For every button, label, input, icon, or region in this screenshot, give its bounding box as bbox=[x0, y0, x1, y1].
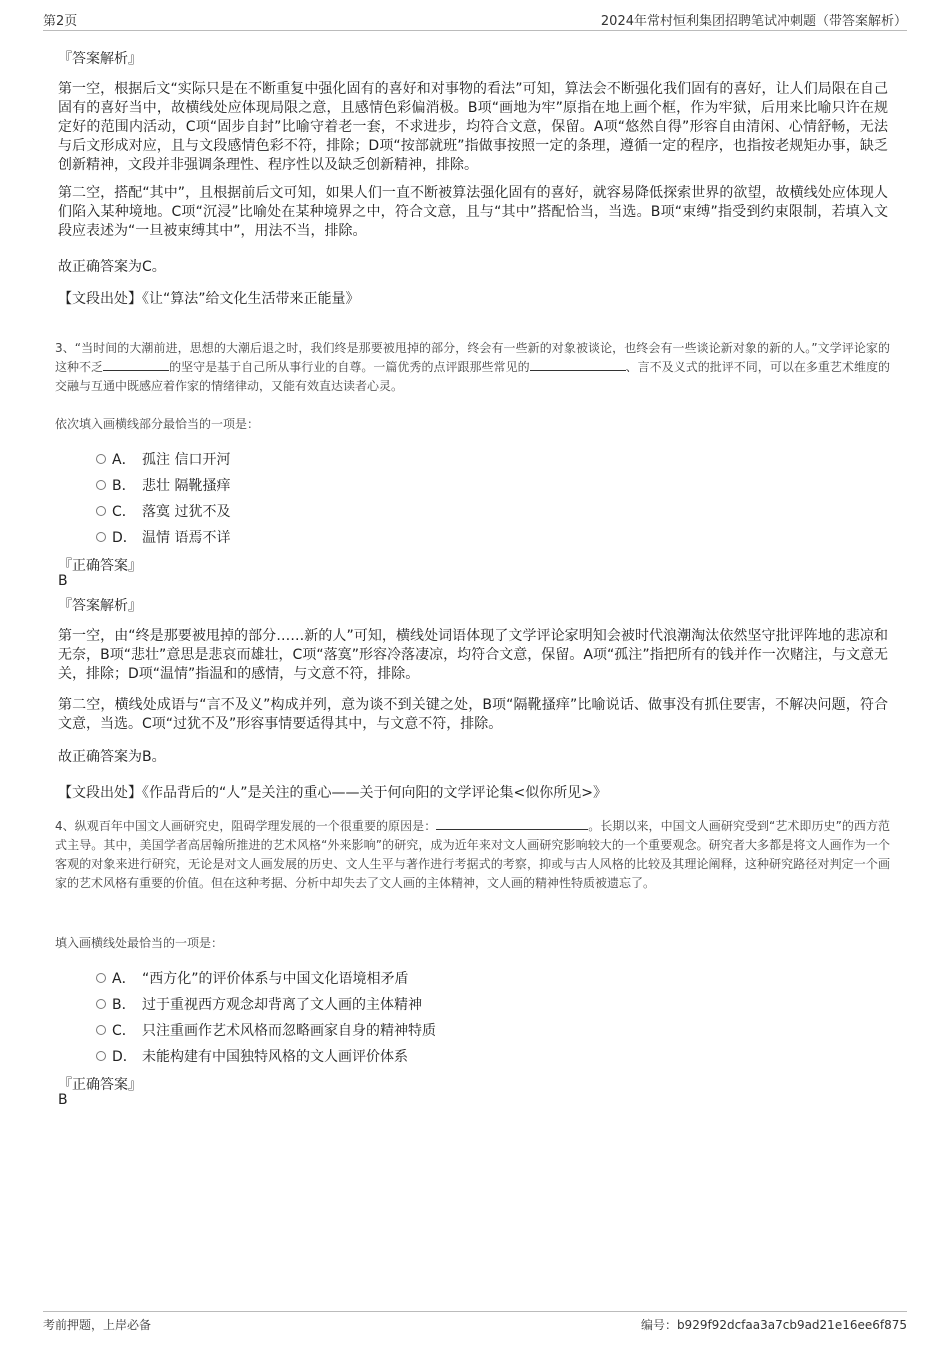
option-a[interactable]: A． 孤注 信口开河 bbox=[96, 449, 230, 469]
option-b[interactable]: B． 悲壮 隔靴搔痒 bbox=[96, 475, 230, 495]
page-footer bbox=[43, 1311, 907, 1332]
analysis-paragraph-2: 第二空，横线处成语与“言不及义”构成并列，意为谈不到关键之处，B项“隔靴搔痒”比喻说话、做事没有抓住要害，不解决问题，符合文意，当选。C项“过犹不及”形容事情要适得其中，与文意不符，排除。 bbox=[58, 697, 888, 732]
analysis-label: 『答案解析』 bbox=[58, 598, 142, 614]
radio-icon[interactable] bbox=[96, 480, 106, 490]
page-number: 第2页 bbox=[43, 14, 78, 29]
question-3-prompt: 依次填入画横线部分最恰当的一项是： bbox=[55, 417, 260, 431]
document-id: 编号：b929f92dcfaa3a7cb9ad21e16ee6f875 bbox=[640, 1318, 907, 1332]
source-citation: 【文段出处】《让“算法”给文化生活带来正能量》 bbox=[58, 291, 360, 307]
document-title: 2024年常村恒利集团招聘笔试冲刺题（带答案解析） bbox=[600, 14, 907, 29]
radio-icon[interactable] bbox=[96, 506, 106, 516]
option-d[interactable]: D． 温情 语焉不详 bbox=[96, 527, 230, 547]
answer-conclusion: 故正确答案为C。 bbox=[58, 259, 166, 275]
option-a[interactable]: A． “西方化”的评价体系与中国文化语境相矛盾 bbox=[96, 968, 409, 988]
footer-slogan: 考前押题，上岸必备 bbox=[43, 1318, 152, 1332]
option-c[interactable]: C． 落寞 过犹不及 bbox=[96, 501, 230, 521]
answer-conclusion: 故正确答案为B。 bbox=[58, 749, 166, 765]
option-b[interactable]: B． 过于重视西方观念却背离了文人画的主体精神 bbox=[96, 994, 422, 1014]
analysis-paragraph-1: 第一空，根据后文“实际只是在不断重复中强化固有的喜好和对事物的看法”可知，算法会不断强化我们固有的喜好，让人们局限在自己固有的喜好当中，故横线处应体现局限之意，且感情色彩偏消极。B项“画地为牢”原指在地上画个框，作为牢狱，后用来比喻只许在规定好的范围内活动，C项“固步自封”比喻守着老一套，不求进步，均符合文意，保留。A项“悠然自得”形容自由清闲、心情舒畅，无法与后文形成对应，且与文段感情色彩不符，排除；D项“按部就班”指做事按照一定的条理，遵循一定的程序，也指按老规矩办事，缺乏创新精神，文段并非强调条理性、程序性以及缺乏创新精神，排除。 bbox=[58, 81, 888, 173]
option-d[interactable]: D． 未能构建有中国独特风格的文人画评价体系 bbox=[96, 1046, 408, 1066]
question-4-text: 4、纵观百年中国文人画研究史，阻碍学理发展的一个很重要的原因是： 。长期以来，中国文人画研究受到“艺术即历史”的西方范式主导。其中，美国学者高居翰所推进的艺术风格“外来影响”的研究，成为近年来对文人画研究影响较大的一个重要观念。研究者大多都是将文人画作为一个客观的对象来进行研究，无论是对文人画发展的历史、文人生平与著作进行考据式的考察，抑或与古人风格的比较及其理论阐释，这种研究路径对判定一个画家的艺术风格有重要的价值。但在这种考据、分析中却失去了文人画的主体精神，文人画的精神性特质被遗忘了。 bbox=[55, 819, 890, 890]
radio-icon[interactable] bbox=[96, 973, 106, 983]
question-4-prompt: 填入画横线处最恰当的一项是： bbox=[55, 936, 224, 950]
blank-1 bbox=[103, 358, 169, 371]
analysis-label: 『答案解析』 bbox=[58, 51, 142, 67]
question-3-text: 3、“当时间的大潮前进，思想的大潮后退之时，我们终是那要被甩掉的部分，终会有一些新的对象被谈论，也终会有一些谈论新对象的新的人。”文学评论家的这种不乏 的坚守是基于自己所从事行业的自尊。一篇优秀的点评跟那些常见的 、言不及义式的批评不同，可以在多重艺术维度的交融与互通中既感应着作家的情绪律动，又能有效直达读者心灵。 bbox=[55, 341, 890, 393]
correct-answer: B bbox=[58, 1092, 68, 1108]
analysis-paragraph-1: 第一空，由“终是那要被甩掉的部分……新的人”可知，横线处词语体现了文学评论家明知会被时代浪潮淘汰依然坚守批评阵地的悲凉和无奈，B项“悲壮”意思是悲哀而雄壮，C项“落寞”形容冷落凄凉，均符合文意，保留。A项“孤注”指把所有的钱并作一次赌注，与文意无关，排除；D项“温情”指温和的感情，与文意不符，排除。 bbox=[58, 628, 888, 682]
blank-1 bbox=[436, 817, 588, 830]
radio-icon[interactable] bbox=[96, 454, 106, 464]
blank-2 bbox=[530, 358, 626, 371]
correct-answer-label: 『正确答案』 bbox=[58, 558, 142, 574]
option-c[interactable]: C． 只注重画作艺术风格而忽略画家自身的精神特质 bbox=[96, 1020, 436, 1040]
radio-icon[interactable] bbox=[96, 1025, 106, 1035]
page-header bbox=[43, 0, 907, 31]
analysis-paragraph-2: 第二空，搭配“其中”，且根据前后文可知，如果人们一直不断被算法强化固有的喜好，就容易降低探索世界的欲望，故横线处应体现人们陷入某种境地。C项“沉浸”比喻处在某种境界之中，符合文意，且与“其中”搭配恰当，当选。B项“束缚”指受到约束限制，若填入文段应表述为“一旦被束缚其中”，用法不当，排除。 bbox=[58, 185, 888, 239]
radio-icon[interactable] bbox=[96, 999, 106, 1009]
correct-answer: B bbox=[58, 573, 68, 589]
correct-answer-label: 『正确答案』 bbox=[58, 1077, 142, 1093]
source-citation: 【文段出处】《作品背后的“人”是关注的重心——关于何向阳的文学评论集<似你所见>》 bbox=[58, 785, 607, 801]
radio-icon[interactable] bbox=[96, 1051, 106, 1061]
radio-icon[interactable] bbox=[96, 532, 106, 542]
